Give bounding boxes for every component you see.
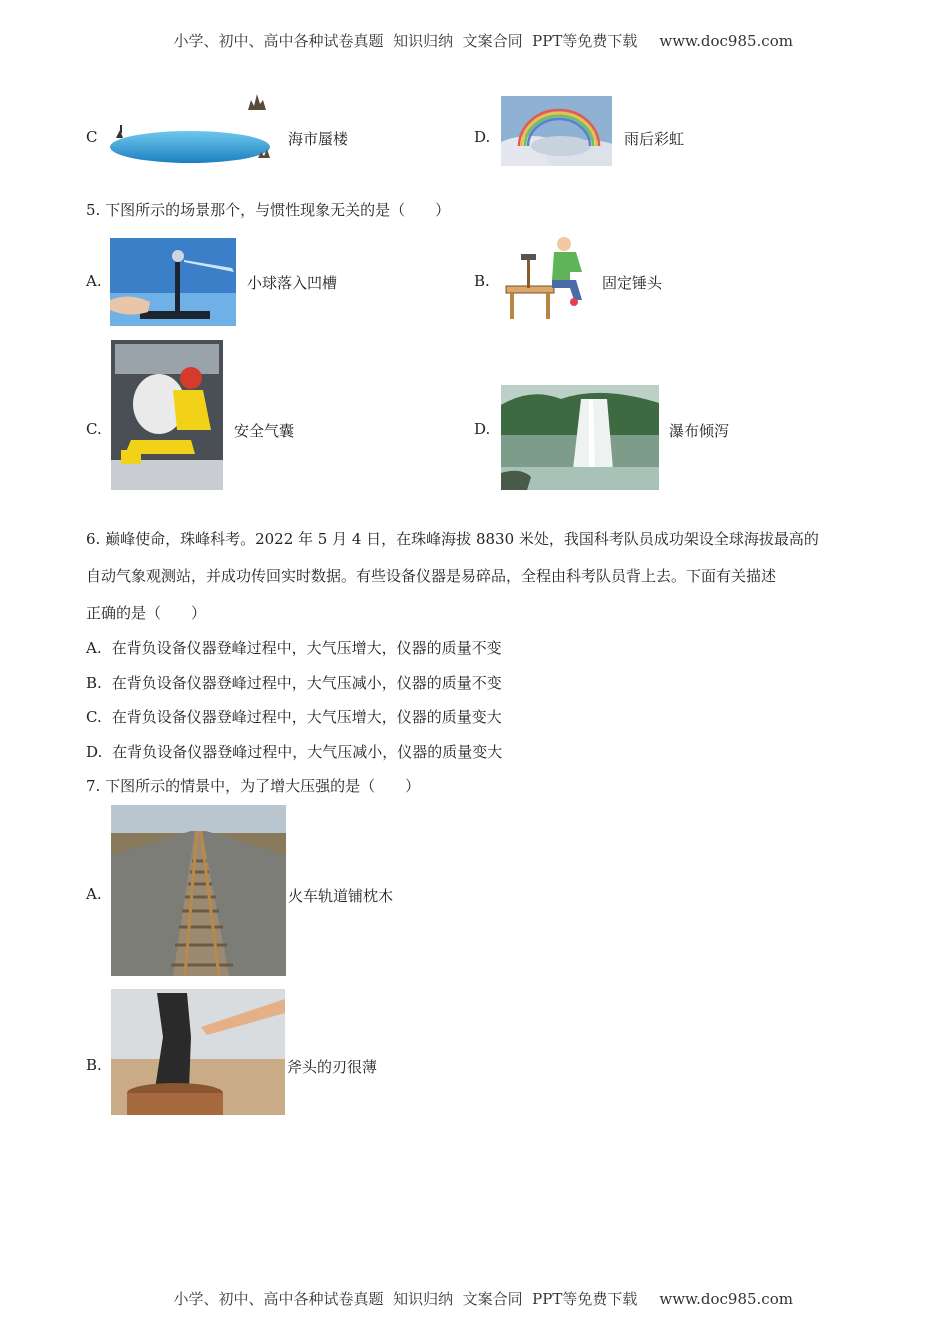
q6-option-d (86, 741, 502, 762)
q5-option-a-letter: A. (86, 272, 102, 290)
q6-option-d-letter: D. (86, 743, 103, 761)
q5-option-a-caption: 小球落入凹槽 (247, 274, 338, 292)
q6-option-a-letter: A. (86, 639, 102, 657)
q5-option-a-ball-image (110, 238, 236, 326)
footer-url: www.doc985.com (659, 1290, 793, 1308)
q6-option-d-text: 在背负设备仪器登峰过程中，大气压减小，仪器的质量变大 (112, 743, 503, 761)
q4-option-c-caption: 海市蜃楼 (288, 130, 349, 148)
header-url: www.doc985.com (659, 32, 793, 50)
q7-option-b-letter: B. (86, 1056, 102, 1074)
q6-option-b-text: 在背负设备仪器登峰过程中，大气压减小，仪器的质量不变 (111, 674, 502, 692)
header-text: 小学、初中、高中各种试卷真题 知识归纳 文案合同 PPT等免费下载 (173, 32, 638, 50)
q4-option-d-rainbow-image (501, 96, 612, 166)
q6-stem-line-1: 6. 巅峰使命，珠峰科考。2022 年 5 月 4 日，在珠峰海拔 8830 米处，我国科考队员成功架设全球海拔最高的 (86, 530, 819, 548)
q7-option-a-railway-image (111, 805, 286, 976)
q6-option-a-text: 在背负设备仪器登峰过程中，大气压增大，仪器的质量不变 (111, 639, 502, 657)
q5-option-d-letter: D. (474, 420, 491, 438)
q4-option-d-letter: D. (474, 128, 491, 146)
q6-stem-line-2: 自动气象观测站，并成功传回实时数据。有些设备仪器是易碎品，全程由科考队员背上去。下面有关描述 (86, 567, 777, 585)
q4-option-c-mirage-image (108, 92, 276, 170)
q6-option-c-letter: C. (86, 708, 102, 726)
q4-option-c-letter: C (86, 128, 98, 146)
q7-option-b-caption: 斧头的刃很薄 (287, 1058, 378, 1076)
q5-option-c-airbag-image (111, 340, 223, 490)
q5-option-d-caption: 瀑布倾泻 (669, 422, 730, 440)
q6-option-c (86, 706, 502, 727)
page-header (164, 12, 793, 51)
q5-option-b-caption: 固定锤头 (602, 274, 663, 292)
q6-option-c-text: 在背负设备仪器登峰过程中，大气压增大，仪器的质量变大 (111, 708, 502, 726)
q7-option-b-axe-image (111, 989, 285, 1115)
q6-option-a (86, 637, 502, 658)
q5-option-d-waterfall-image (501, 385, 659, 490)
q7-option-a-caption: 火车轨道铺枕木 (288, 887, 394, 905)
q5-option-b-letter: B. (474, 272, 490, 290)
q6-option-b (86, 672, 502, 693)
q6-stem-line-3: 正确的是（ ） (86, 604, 207, 622)
q5-stem: 5. 下图所示的场景那个，与惯性现象无关的是（ ） (86, 201, 451, 219)
q7-stem: 7. 下图所示的情景中，为了增大压强的是（ ） (86, 777, 421, 795)
q5-option-b-hammer-image (502, 234, 594, 322)
q7-option-a-letter: A. (86, 885, 102, 903)
q5-option-c-caption: 安全气囊 (234, 422, 295, 440)
q4-option-d-caption: 雨后彩虹 (624, 130, 685, 148)
q6-option-b-letter: B. (86, 674, 102, 692)
footer-text: 小学、初中、高中各种试卷真题 知识归纳 文案合同 PPT等免费下载 (173, 1290, 638, 1308)
page-footer (164, 1270, 793, 1309)
q5-option-c-letter: C. (86, 420, 102, 438)
